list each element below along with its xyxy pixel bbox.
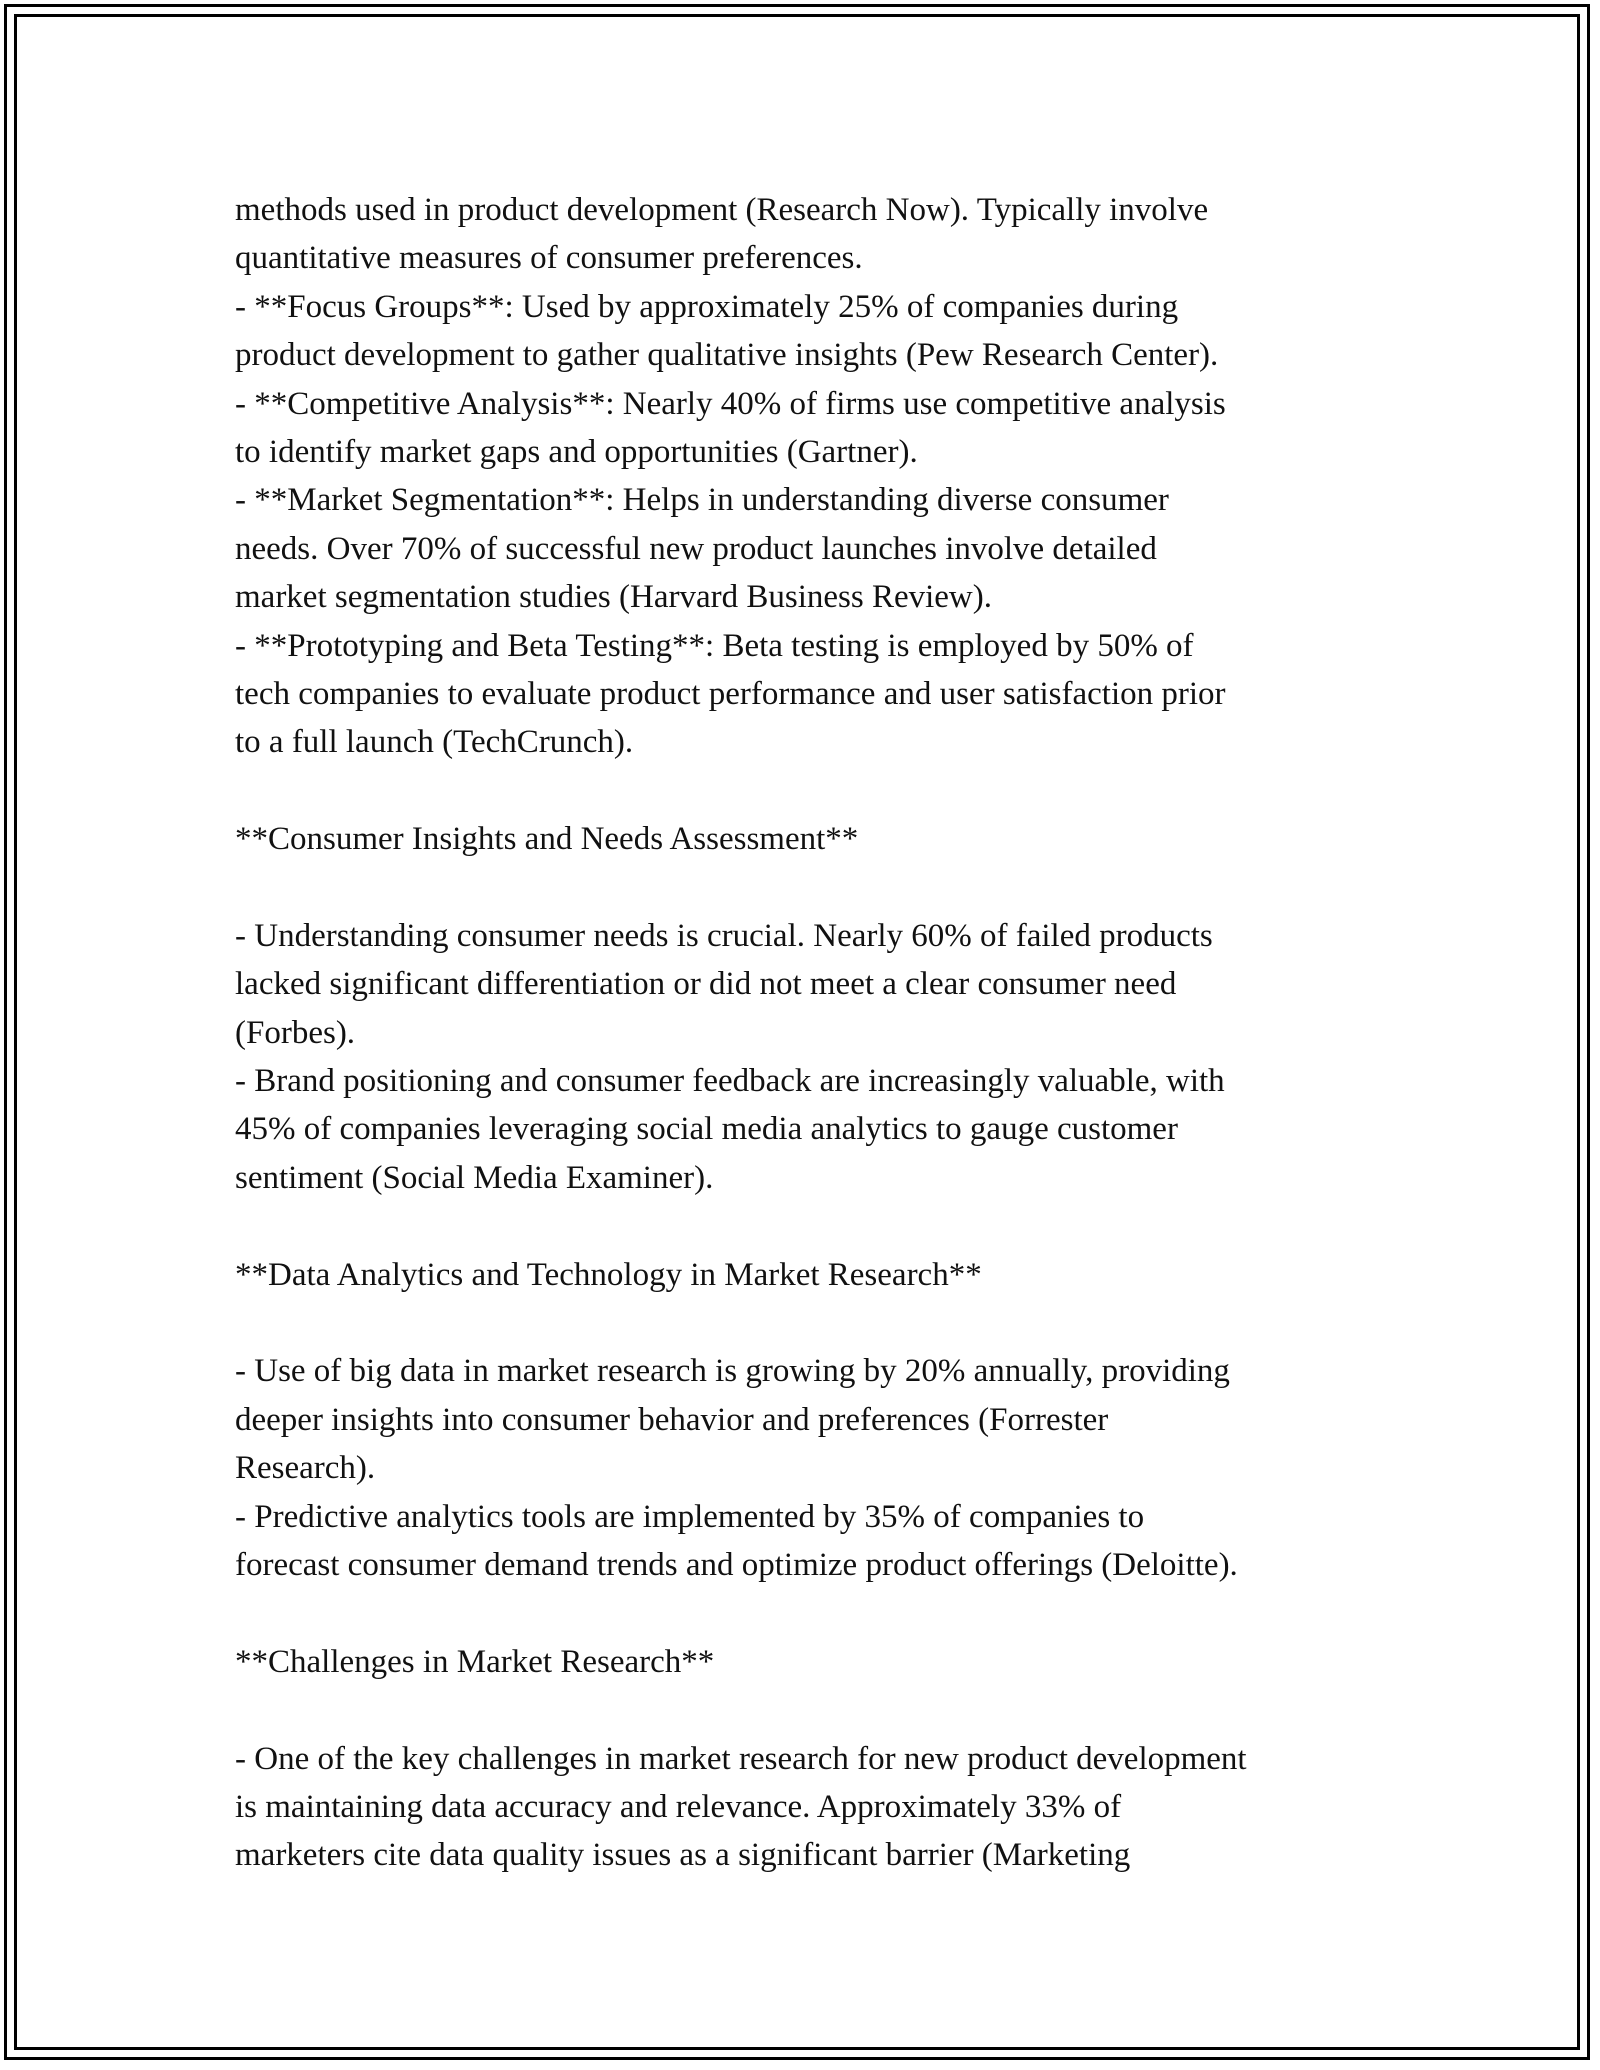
text-line: is maintaining data accuracy and relevance. Approximately 33% of bbox=[235, 1788, 1122, 1825]
text-line: **Consumer Insights and Needs Assessment** bbox=[235, 821, 859, 858]
text-line: - Understanding consumer needs is crucial. Nearly 60% of failed products bbox=[235, 917, 1213, 954]
paragraph bbox=[235, 1057, 1375, 1202]
paragraph bbox=[235, 1493, 1375, 1590]
text-line: quantitative measures of consumer preferences. bbox=[235, 240, 863, 277]
text-line: product development to gather qualitative insights (Pew Research Center). bbox=[235, 337, 1219, 374]
paragraph bbox=[235, 186, 1375, 283]
text-line: 45% of companies leveraging social media analytics to gauge customer bbox=[235, 1111, 1178, 1148]
text-line: - **Competitive Analysis**: Nearly 40% of firms use competitive analysis bbox=[235, 385, 1226, 422]
text-line: - **Market Segmentation**: Helps in understanding diverse consumer bbox=[235, 482, 1169, 519]
text-line: to identify market gaps and opportunities (Gartner). bbox=[235, 433, 918, 470]
text-line: **Data Analytics and Technology in Market Research** bbox=[235, 1256, 982, 1293]
section-heading bbox=[235, 1251, 1375, 1299]
text-line: tech companies to evaluate product performance and user satisfaction prior bbox=[235, 675, 1226, 712]
text-line: market segmentation studies (Harvard Business Review). bbox=[235, 579, 992, 616]
paragraph bbox=[235, 476, 1375, 621]
paragraph bbox=[235, 380, 1375, 477]
paragraph bbox=[235, 622, 1375, 767]
text-line: deeper insights into consumer behavior and preferences (Forrester bbox=[235, 1401, 1109, 1438]
text-line: - One of the key challenges in market research for new product development bbox=[235, 1740, 1247, 1777]
text-line: needs. Over 70% of successful new product launches involve detailed bbox=[235, 530, 1157, 567]
text-line: - Use of big data in market research is growing by 20% annually, providing bbox=[235, 1353, 1230, 1390]
document-body bbox=[235, 186, 1375, 1880]
section-heading bbox=[235, 1638, 1375, 1686]
text-line: methods used in product development (Research Now). Typically involve bbox=[235, 192, 1209, 228]
text-line: **Challenges in Market Research** bbox=[235, 1643, 715, 1680]
text-line: - Predictive analytics tools are implemented by 35% of companies to bbox=[235, 1498, 1145, 1535]
text-line: - **Prototyping and Beta Testing**: Beta testing is employed by 50% of bbox=[235, 627, 1194, 664]
text-line: (Forbes). bbox=[235, 1014, 356, 1051]
blank-line bbox=[235, 767, 1375, 815]
blank-line bbox=[235, 1202, 1375, 1250]
paragraph bbox=[235, 912, 1375, 1057]
text-line: forecast consumer demand trends and optimize product offerings (Deloitte). bbox=[235, 1546, 1238, 1583]
text-line: sentiment (Social Media Examiner). bbox=[235, 1159, 714, 1196]
text-line: Research). bbox=[235, 1450, 376, 1487]
paragraph bbox=[235, 283, 1375, 380]
blank-line bbox=[235, 1589, 1375, 1637]
blank-line bbox=[235, 863, 1375, 911]
text-line: - **Focus Groups**: Used by approximately 25% of companies during bbox=[235, 288, 1179, 325]
text-line: marketers cite data quality issues as a significant barrier (Marketing bbox=[235, 1837, 1131, 1874]
section-heading bbox=[235, 815, 1375, 863]
blank-line bbox=[235, 1686, 1375, 1734]
text-line: - Brand positioning and consumer feedback are increasingly valuable, with bbox=[235, 1063, 1225, 1100]
paragraph bbox=[235, 1735, 1375, 1880]
blank-line bbox=[235, 1299, 1375, 1347]
text-line: to a full launch (TechCrunch). bbox=[235, 724, 634, 761]
text-line: lacked significant differentiation or did not meet a clear consumer need bbox=[235, 966, 1177, 1003]
paragraph bbox=[235, 1347, 1375, 1492]
